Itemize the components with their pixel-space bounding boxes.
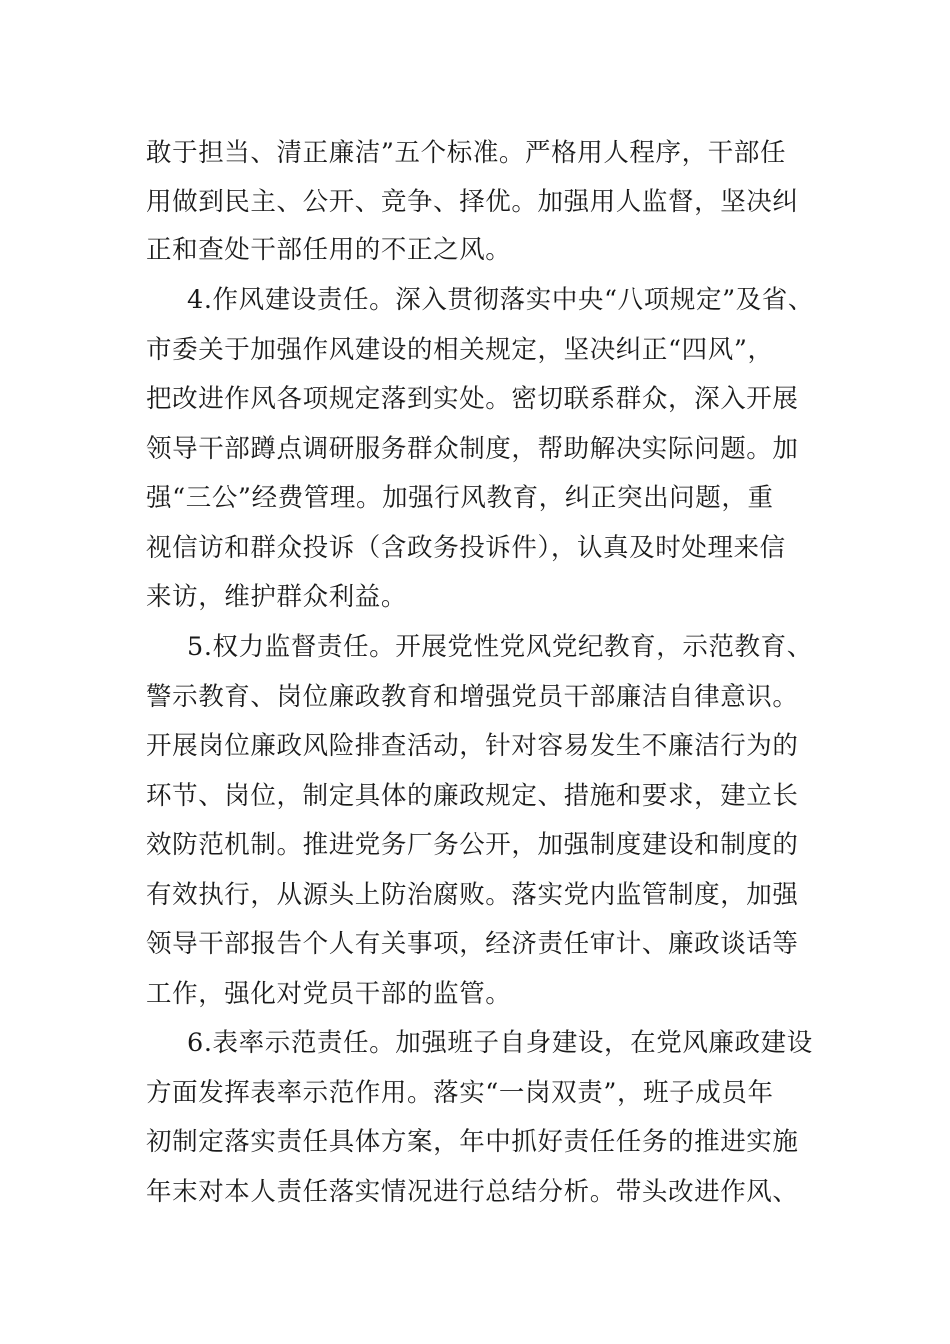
text-line-9: 视信访和群众投诉（含政务投诉件），认真及时处理来信	[146, 533, 786, 563]
text-line-22: 年末对本人责任落实情况进行总结分析。带头改进作风、	[146, 1177, 799, 1207]
text-line-17: 领导干部报告个人有关事项，经济责任审计、廉政谈话等	[146, 929, 799, 959]
text-line-20: 方面发挥表率示范作用。落实“一岗双责”，班子成员年	[146, 1078, 774, 1108]
section-4-heading-line: 4.作风建设责任。深入贯彻落实中央“八项规定”及省、	[187, 285, 815, 315]
text-line-15: 效防范机制。推进党务厂务公开，加强制度建设和制度的	[146, 830, 799, 860]
section-5-heading-line: 5.权力监督责任。开展党性党风党纪教育，示范教育、	[187, 632, 813, 662]
text-line-7: 领导干部蹲点调研服务群众制度，帮助解决实际问题。加	[146, 434, 799, 464]
text-line-3: 正和查处干部任用的不正之风。	[146, 235, 512, 265]
text-line-13: 开展岗位廉政风险排查活动，针对容易发生不廉洁行为的	[146, 731, 799, 761]
text-line-8: 强“三公”经费管理。加强行风教育，纠正突出问题，重	[146, 483, 774, 513]
text-line-12: 警示教育、岗位廉政教育和增强党员干部廉洁自律意识。	[146, 682, 799, 712]
text-line-16: 有效执行，从源头上防治腐败。落实党内监管制度，加强	[146, 880, 799, 910]
section-6-heading-line: 6.表率示范责任。加强班子自身建设，在党风廉政建设	[187, 1028, 813, 1058]
text-line-6: 把改进作风各项规定落到实处。密切联系群众，深入开展	[146, 384, 799, 414]
text-line-10: 来访，维护群众利益。	[146, 582, 408, 612]
text-line-14: 环节、岗位，制定具体的廉政规定、措施和要求，建立长	[146, 781, 799, 811]
text-line-2: 用做到民主、公开、竞争、择优。加强用人监督，坚决纠	[146, 187, 799, 217]
text-line-5: 市委关于加强作风建设的相关规定，坚决纠正“四风”，	[146, 335, 774, 365]
text-line-18: 工作，强化对党员干部的监管。	[146, 979, 512, 1009]
text-line-21: 初制定落实责任具体方案，年中抓好责任任务的推进实施	[146, 1127, 799, 1157]
text-line-1: 敢于担当、清正廉洁”五个标准。严格用人程序，干部任	[146, 138, 787, 168]
